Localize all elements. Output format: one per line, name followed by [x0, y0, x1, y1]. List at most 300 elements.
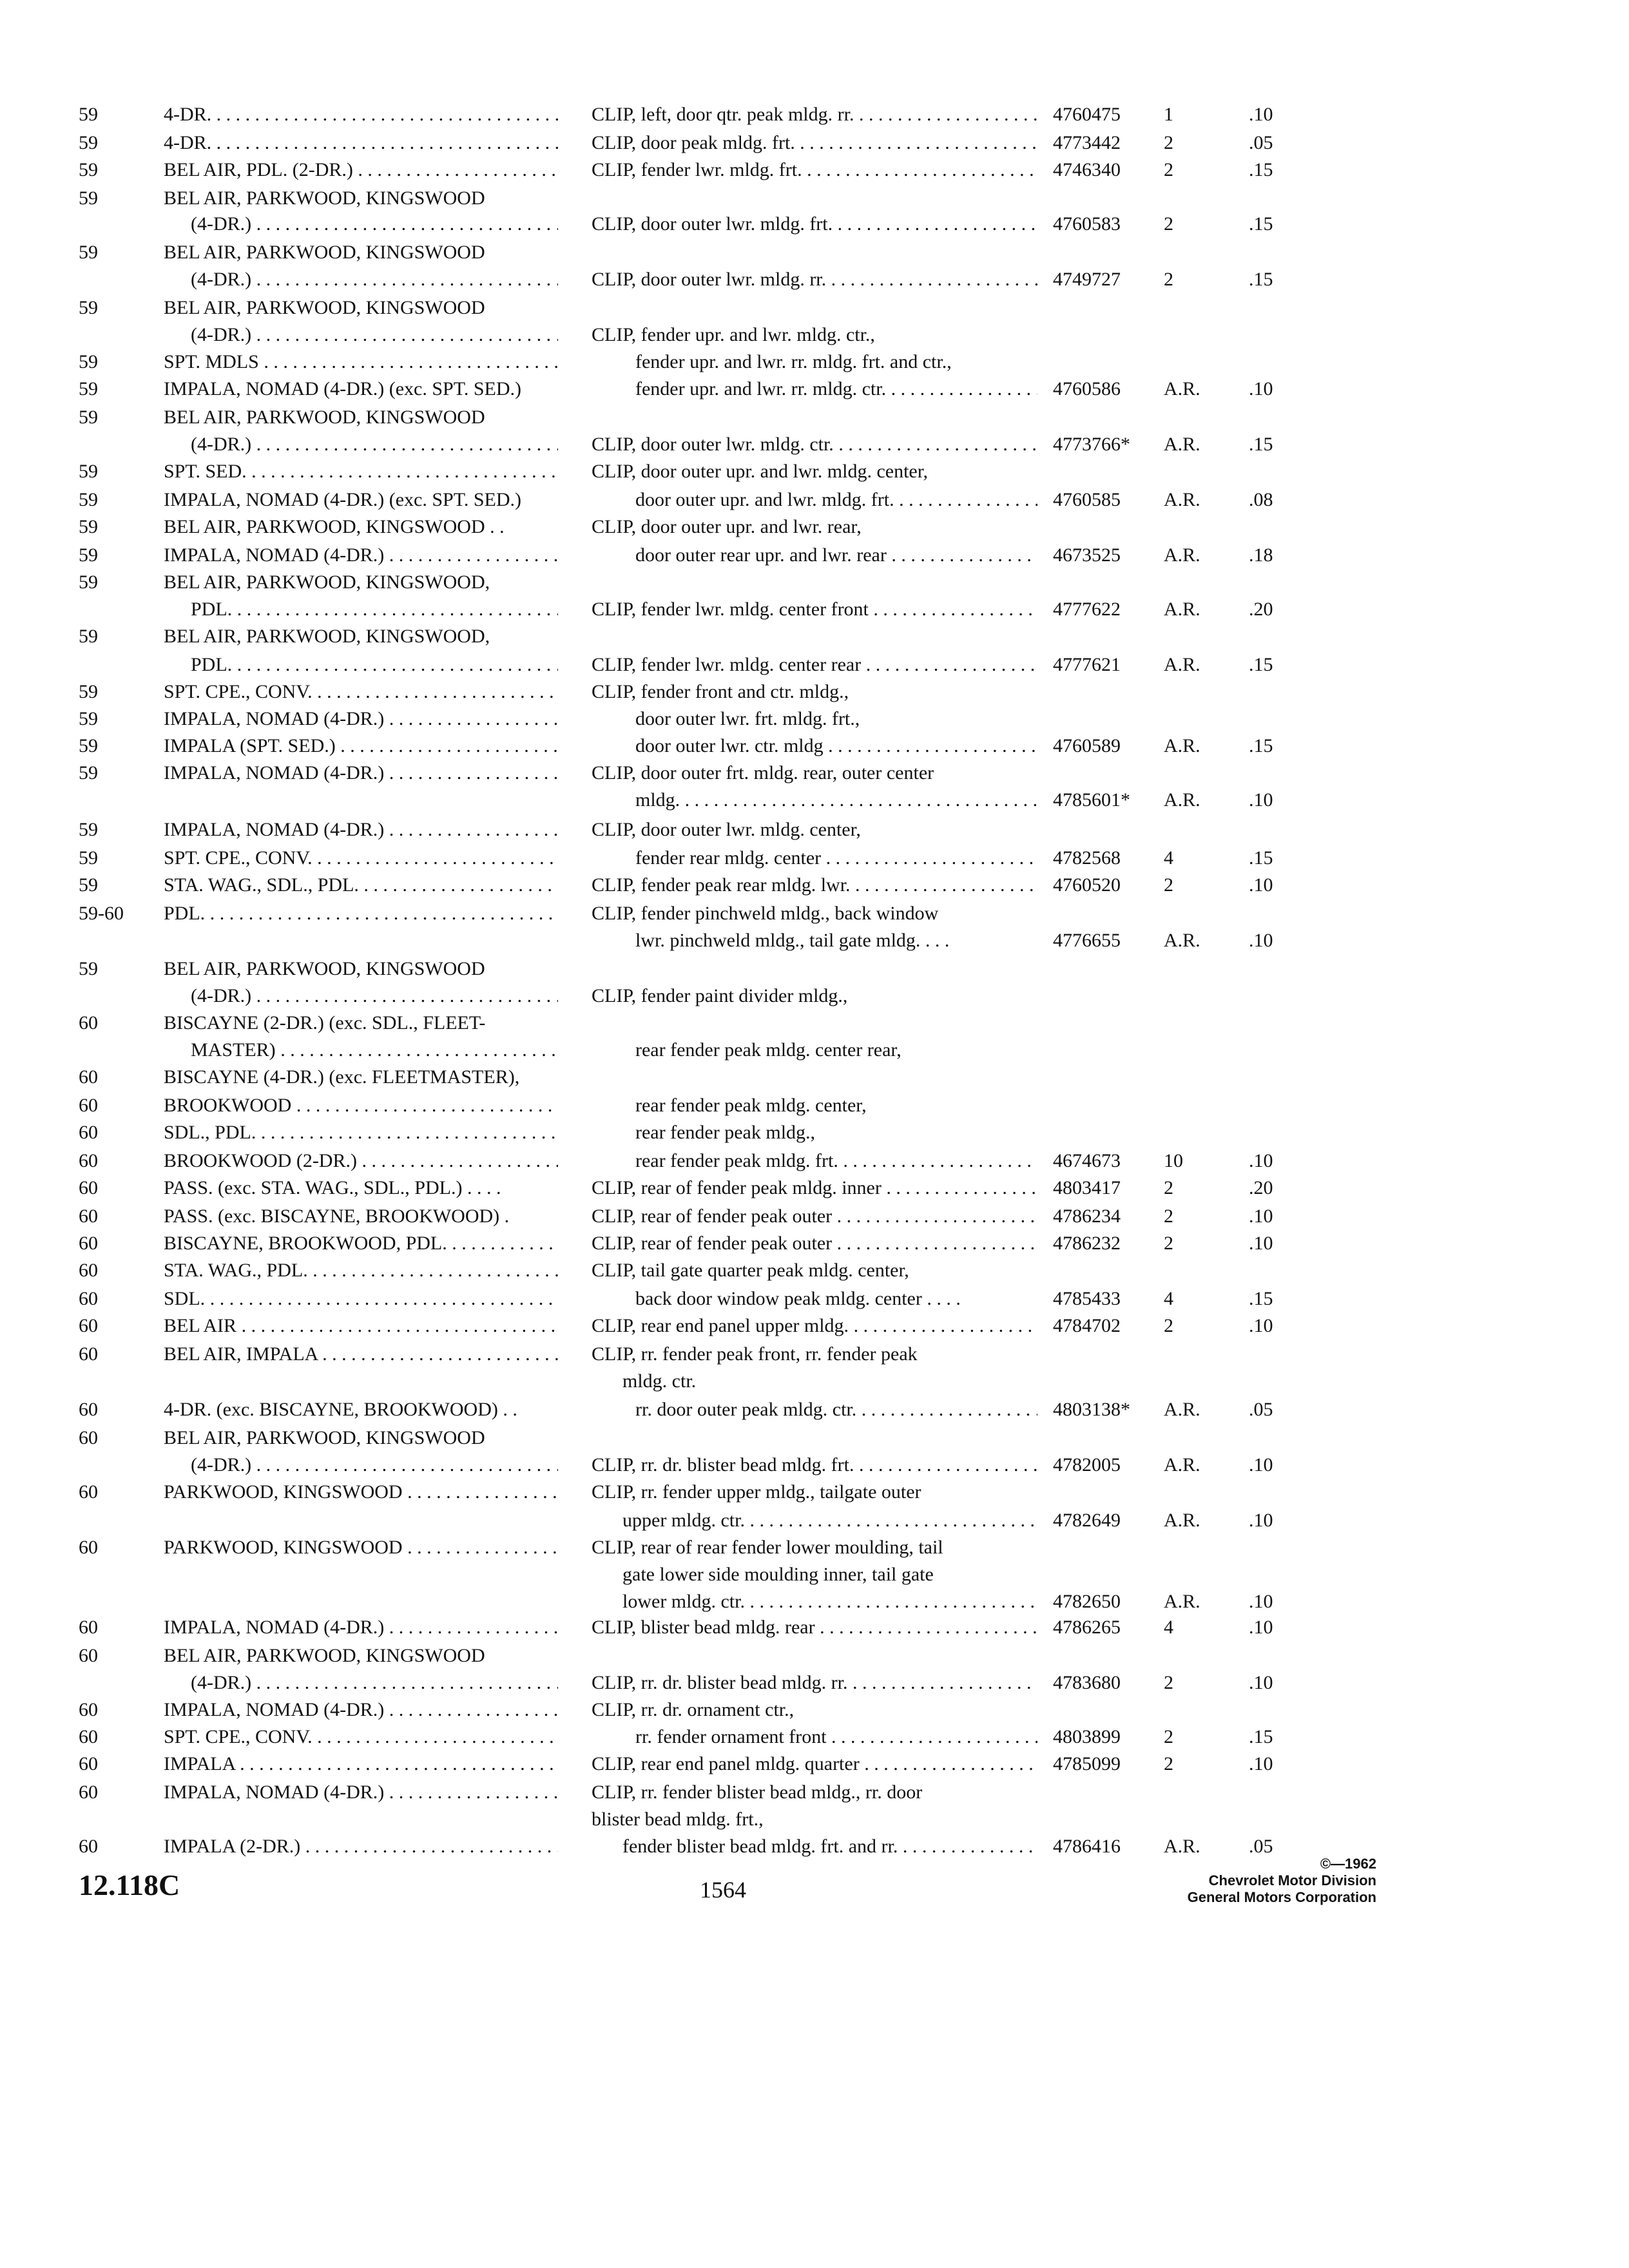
part-number: [1053, 679, 1175, 705]
price: [1249, 240, 1326, 265]
quantity: [1164, 405, 1236, 430]
price: .10: [1249, 1591, 1273, 1612]
price: .05: [1249, 1836, 1273, 1857]
part-number: [1053, 1479, 1175, 1505]
table-row: [0, 1615, 1629, 1640]
table-row: [0, 487, 1629, 513]
part-number: 4786234: [1053, 1206, 1121, 1227]
price: [1249, 1780, 1326, 1805]
model-year: 60: [79, 1753, 98, 1774]
part-description: CLIP, door peak mldg. frt. . . .: [592, 130, 1037, 156]
model-applicability: BEL AIR, PARKWOOD, KINGSWOOD,: [164, 626, 490, 647]
part-description: mldg. . . .: [635, 787, 1037, 813]
price: .10: [1249, 1454, 1273, 1475]
model-applicability: PDL. . . .: [164, 901, 558, 927]
model-applicability: PASS. (exc. STA. WAG., SDL., PDL.) . . . .: [164, 1177, 501, 1198]
quantity: 2: [1164, 213, 1173, 235]
price: .10: [1249, 930, 1273, 951]
price: .15: [1249, 434, 1273, 455]
quantity: [1164, 1643, 1236, 1669]
part-description: CLIP, door outer lwr. mldg. center,: [592, 819, 861, 840]
part-number: 4760475: [1053, 104, 1121, 125]
table-row: [0, 1780, 1629, 1805]
part-description: CLIP, fender lwr. mldg. center rear . . .: [592, 652, 1037, 678]
part-description: [592, 186, 1037, 211]
part-number: [1053, 983, 1175, 1009]
part-description: gate lower side moulding inner, tail gate: [622, 1564, 934, 1585]
table-row: [0, 295, 1629, 321]
price: [1249, 1369, 1326, 1394]
table-row: [0, 1670, 1629, 1696]
table-row: [0, 1369, 1629, 1394]
table-row: [0, 901, 1629, 927]
part-description: [592, 405, 1037, 430]
table-row: [0, 983, 1629, 1009]
part-number: [1053, 322, 1175, 348]
part-description: fender blister bead mldg. frt. and rr. . . .: [622, 1834, 1037, 1860]
part-number: 4777622: [1053, 599, 1121, 620]
part-number: 4785601*: [1053, 789, 1130, 811]
model-year: [79, 1670, 169, 1696]
model-applicability: [164, 1508, 558, 1533]
part-description: [592, 1064, 1037, 1090]
price: [1249, 1341, 1326, 1367]
model-applicability: IMPALA (2-DR.) . . .: [164, 1834, 558, 1860]
quantity: [1164, 349, 1236, 375]
table-row: [0, 211, 1629, 237]
model-applicability: SDL., PDL. . . .: [164, 1120, 558, 1146]
part-number: 4760585: [1053, 489, 1121, 510]
price: .15: [1249, 1726, 1273, 1747]
price: .15: [1249, 847, 1273, 869]
model-applicability: 4-DR. . . .: [164, 130, 558, 156]
model-year: [79, 1562, 169, 1588]
part-number: [1053, 624, 1175, 649]
price: [1249, 1479, 1326, 1505]
model-year: 59: [79, 104, 98, 125]
model-applicability: BEL AIR, PARKWOOD, KINGSWOOD: [164, 297, 485, 318]
model-year: 59: [79, 626, 98, 647]
copyright: ©—1962: [1320, 1856, 1376, 1872]
part-number: [1053, 1093, 1175, 1119]
model-applicability: BROOKWOOD . . .: [164, 1093, 558, 1119]
model-year: 60: [79, 1260, 98, 1281]
part-description: CLIP, fender paint divider mldg.,: [592, 985, 848, 1006]
quantity: [1164, 624, 1236, 649]
table-row: [0, 267, 1629, 293]
part-description: rear fender peak mldg. frt. . . .: [635, 1148, 1037, 1174]
table-row: [0, 1093, 1629, 1119]
model-applicability: (4-DR.) . . .: [191, 1452, 558, 1478]
model-applicability: (4-DR.) . . .: [191, 983, 558, 1009]
part-description: CLIP, door outer lwr. mldg. rr. . . .: [592, 267, 1037, 293]
part-description: lower mldg. ctr. . . .: [622, 1589, 1037, 1615]
quantity: A.R.: [1164, 1836, 1200, 1857]
model-applicability: 4-DR. (exc. BISCAYNE, BROOKWOOD) . .: [164, 1399, 517, 1420]
part-number: [1053, 1562, 1175, 1588]
model-year: 60: [79, 1617, 98, 1638]
model-year: 60: [79, 1699, 98, 1720]
publisher-block: [1095, 1856, 1376, 1906]
model-applicability: BEL AIR, PARKWOOD, KINGSWOOD: [164, 242, 485, 263]
part-description: blister bead mldg. frt.,: [592, 1809, 764, 1830]
quantity: 2: [1164, 1753, 1173, 1774]
quantity: [1164, 322, 1236, 348]
table-row: [0, 376, 1629, 402]
part-number: [1053, 1535, 1175, 1561]
quantity: [1164, 1780, 1236, 1805]
price: .10: [1249, 1510, 1273, 1531]
part-description: CLIP, rr. dr. blister bead mldg. frt. . . .: [592, 1452, 1037, 1478]
part-number: [1053, 1369, 1175, 1394]
price: [1249, 1120, 1326, 1146]
model-year: 59: [79, 132, 98, 153]
quantity: [1164, 817, 1236, 843]
model-year: [79, 983, 169, 1009]
part-number: 4746340: [1053, 159, 1121, 180]
quantity: [1164, 1479, 1236, 1505]
quantity: [1164, 1425, 1236, 1451]
model-applicability: [164, 1807, 558, 1832]
model-applicability: SPT. CPE., CONV. . . .: [164, 1724, 558, 1750]
model-year: [79, 1452, 169, 1478]
model-year: 60: [79, 1288, 98, 1309]
model-year: 59: [79, 242, 98, 263]
part-description: rear fender peak mldg. center,: [635, 1095, 867, 1116]
model-year: [79, 267, 169, 293]
model-year: 59: [79, 378, 98, 399]
model-applicability: IMPALA, NOMAD (4-DR.) . . .: [164, 543, 558, 568]
part-description: rr. door outer peak mldg. ctr. . . .: [635, 1397, 1037, 1423]
model-applicability: BROOKWOOD (2-DR.) . . .: [164, 1148, 558, 1174]
model-applicability: IMPALA, NOMAD (4-DR.) . . .: [164, 706, 558, 732]
model-applicability: IMPALA, NOMAD (4-DR.) . . .: [164, 1780, 558, 1805]
quantity: A.R.: [1164, 735, 1200, 756]
model-year: [79, 1369, 169, 1394]
price: .08: [1249, 489, 1273, 510]
part-number: [1053, 240, 1175, 265]
quantity: 2: [1164, 269, 1173, 290]
table-row: [0, 459, 1629, 485]
part-description: [592, 240, 1037, 265]
quantity: [1164, 1010, 1236, 1036]
model-year: 59: [79, 516, 98, 537]
model-year: [79, 597, 169, 622]
quantity: 2: [1164, 132, 1173, 153]
table-row: [0, 432, 1629, 457]
model-year: [79, 322, 169, 348]
price: [1249, 295, 1326, 321]
part-description: [592, 1425, 1037, 1451]
part-number: [1053, 956, 1175, 982]
model-year: 60: [79, 1206, 98, 1227]
model-applicability: BEL AIR, PARKWOOD, KINGSWOOD: [164, 1645, 485, 1666]
quantity: [1164, 1535, 1236, 1561]
model-year: 59: [79, 735, 98, 756]
table-row: [0, 570, 1629, 595]
model-year: 60: [79, 1481, 98, 1503]
part-number: 4782005: [1053, 1454, 1121, 1475]
table-row: [0, 872, 1629, 898]
part-description: [592, 295, 1037, 321]
table-row: [0, 1697, 1629, 1723]
quantity: A.R.: [1164, 489, 1200, 510]
model-applicability: (4-DR.) . . .: [191, 211, 558, 237]
table-row: [0, 186, 1629, 211]
model-year: 59: [79, 159, 98, 180]
part-description: rear fender peak mldg.,: [635, 1122, 816, 1143]
part-description: rear fender peak mldg. center rear,: [635, 1039, 901, 1061]
model-applicability: BISCAYNE (4-DR.) (exc. FLEETMASTER),: [164, 1066, 520, 1088]
table-row: [0, 760, 1629, 786]
table-row: [0, 679, 1629, 705]
part-number: 4760583: [1053, 213, 1121, 235]
price: .15: [1249, 159, 1273, 180]
quantity: [1164, 1037, 1236, 1063]
model-year: 60: [79, 1427, 98, 1448]
table-row: [0, 1834, 1629, 1860]
price: .15: [1249, 735, 1273, 756]
price: .20: [1249, 1177, 1273, 1198]
table-row: [0, 514, 1629, 540]
price: [1249, 322, 1326, 348]
part-number: 4786416: [1053, 1836, 1121, 1857]
part-description: CLIP, fender lwr. mldg. frt. . . .: [592, 157, 1037, 183]
table-row: [0, 1643, 1629, 1669]
table-row: [0, 1010, 1629, 1036]
part-number: [1053, 1064, 1175, 1090]
model-year: 60: [79, 1645, 98, 1666]
price: .10: [1249, 1672, 1273, 1693]
price: [1249, 1643, 1326, 1669]
part-description: rr. fender ornament front . . .: [635, 1724, 1037, 1750]
part-description: CLIP, door outer lwr. mldg. ctr. . . .: [592, 432, 1037, 457]
corporation-name: General Motors Corporation: [1187, 1889, 1376, 1905]
model-applicability: (4-DR.) . . .: [191, 322, 558, 348]
table-row: [0, 817, 1629, 843]
quantity: A.R.: [1164, 1510, 1200, 1531]
model-year: [79, 787, 169, 813]
model-applicability: IMPALA, NOMAD (4-DR.) . . .: [164, 760, 558, 786]
table-row: [0, 706, 1629, 732]
model-applicability: STA. WAG., SDL., PDL. . . .: [164, 872, 558, 898]
model-year: 59: [79, 572, 98, 593]
part-description: door outer lwr. frt. mldg. frt.,: [635, 708, 860, 729]
model-applicability: BEL AIR, IMPALA . . .: [164, 1341, 558, 1367]
part-description: CLIP, rear end panel upper mldg. . . .: [592, 1313, 1037, 1339]
part-description: CLIP, rr. fender peak front, rr. fender peak: [592, 1343, 918, 1365]
part-number: 4760586: [1053, 378, 1121, 399]
quantity: [1164, 240, 1236, 265]
quantity: 2: [1164, 1206, 1173, 1227]
quantity: [1164, 760, 1236, 786]
model-year: 59-60: [79, 903, 124, 924]
table-row: [0, 349, 1629, 375]
model-year: [79, 1807, 169, 1832]
model-year: 60: [79, 1233, 98, 1254]
model-applicability: PASS. (exc. BISCAYNE, BROOKWOOD) .: [164, 1206, 510, 1227]
part-number: 4785099: [1053, 1753, 1121, 1774]
quantity: 4: [1164, 1617, 1173, 1638]
part-description: CLIP, door outer frt. mldg. rear, outer center: [592, 762, 934, 783]
part-number: 4674673: [1053, 1150, 1121, 1171]
price: [1249, 760, 1326, 786]
part-number: 4673525: [1053, 544, 1121, 566]
table-row: [0, 322, 1629, 348]
model-year: [79, 211, 169, 237]
part-number: 4803138*: [1053, 1399, 1130, 1420]
table-row: [0, 1562, 1629, 1588]
part-number: [1053, 760, 1175, 786]
model-applicability: 4-DR. . . .: [164, 102, 558, 128]
quantity: A.R.: [1164, 1399, 1200, 1420]
quantity: [1164, 1064, 1236, 1090]
part-number: [1053, 295, 1175, 321]
model-year: 59: [79, 762, 98, 783]
part-description: door outer rear upr. and lwr. rear . . .: [635, 543, 1037, 568]
part-description: CLIP, rear end panel mldg. quarter . . .: [592, 1751, 1037, 1777]
model-applicability: PARKWOOD, KINGSWOOD . . .: [164, 1479, 558, 1505]
quantity: A.R.: [1164, 544, 1200, 566]
part-number: [1053, 349, 1175, 375]
table-row: [0, 1751, 1629, 1777]
price: .05: [1249, 1399, 1273, 1420]
model-applicability: SPT. CPE., CONV. . . .: [164, 679, 558, 705]
quantity: 10: [1164, 1150, 1183, 1171]
quantity: [1164, 1697, 1236, 1723]
table-row: [0, 1452, 1629, 1478]
part-number: 4773442: [1053, 132, 1121, 153]
model-year: [79, 432, 169, 457]
part-description: CLIP, rear of fender peak outer . . .: [592, 1204, 1037, 1229]
quantity: [1164, 1120, 1236, 1146]
page-number: 1564: [700, 1877, 746, 1903]
price: [1249, 956, 1326, 982]
part-description: CLIP, door outer upr. and lwr. mldg. center,: [592, 461, 929, 482]
division-name: Chevrolet Motor Division: [1208, 1872, 1376, 1888]
price: [1249, 1258, 1326, 1283]
part-number: [1053, 1120, 1175, 1146]
part-number: [1053, 1425, 1175, 1451]
model-year: 60: [79, 1782, 98, 1803]
table-row: [0, 1313, 1629, 1339]
price: [1249, 1064, 1326, 1090]
model-year: 59: [79, 681, 98, 702]
part-number: 4783680: [1053, 1672, 1121, 1693]
part-description: CLIP, rr. dr. ornament ctr.,: [592, 1699, 795, 1720]
part-description: CLIP, door outer lwr. mldg. frt. . . .: [592, 211, 1037, 237]
model-applicability: BISCAYNE, BROOKWOOD, PDL. . . .: [164, 1231, 558, 1256]
price: [1249, 1425, 1326, 1451]
part-number: [1053, 1697, 1175, 1723]
quantity: [1164, 1093, 1236, 1119]
model-applicability: [164, 928, 558, 954]
table-row: [0, 597, 1629, 622]
part-number: 4749727: [1053, 269, 1121, 290]
table-row: [0, 1535, 1629, 1561]
part-number: [1053, 186, 1175, 211]
model-applicability: SDL. . . .: [164, 1286, 558, 1312]
quantity: 2: [1164, 1315, 1173, 1336]
part-description: CLIP, rear of rear fender lower moulding, tail: [592, 1537, 943, 1558]
part-number: [1053, 514, 1175, 540]
quantity: A.R.: [1164, 378, 1200, 399]
model-applicability: SPT. MDLS . . .: [164, 349, 558, 375]
part-description: door outer lwr. ctr. mldg . . .: [635, 733, 1037, 759]
model-year: 59: [79, 874, 98, 896]
model-applicability: SPT. CPE., CONV. . . .: [164, 845, 558, 871]
section-number: 12.118C: [79, 1869, 180, 1901]
table-row: [0, 1341, 1629, 1367]
quantity: A.R.: [1164, 1591, 1200, 1612]
model-year: 59: [79, 819, 98, 840]
part-description: CLIP, fender peak rear mldg. lwr. . . .: [592, 872, 1037, 898]
model-applicability: BEL AIR . . .: [164, 1313, 558, 1339]
model-applicability: IMPALA (SPT. SED.) . . .: [164, 733, 558, 759]
quantity: 2: [1164, 1233, 1173, 1254]
model-applicability: BEL AIR, PARKWOOD, KINGSWOOD,: [164, 572, 490, 593]
model-applicability: [164, 1369, 558, 1394]
price: .10: [1249, 1206, 1273, 1227]
part-number: 4785433: [1053, 1288, 1121, 1309]
table-row: [0, 130, 1629, 156]
part-description: [592, 1010, 1037, 1036]
price: [1249, 186, 1326, 211]
quantity: A.R.: [1164, 1454, 1200, 1475]
table-row: [0, 102, 1629, 128]
table-row: [0, 1120, 1629, 1146]
table-row: [0, 1204, 1629, 1229]
quantity: [1164, 1369, 1236, 1394]
part-description: CLIP, fender upr. and lwr. mldg. ctr.,: [592, 324, 875, 345]
model-applicability: IMPALA, NOMAD (4-DR.) (exc. SPT. SED.): [164, 378, 521, 399]
price: .10: [1249, 104, 1273, 125]
model-applicability: PDL. . . .: [191, 652, 558, 678]
part-description: CLIP, fender front and ctr. mldg.,: [592, 681, 849, 702]
part-number: [1053, 817, 1175, 843]
price: [1249, 349, 1326, 375]
price: [1249, 1697, 1326, 1723]
part-number: [1053, 405, 1175, 430]
price: [1249, 1562, 1326, 1588]
part-number: 4773766*: [1053, 434, 1130, 455]
model-applicability: IMPALA, NOMAD (4-DR.) . . .: [164, 817, 558, 843]
model-year: [79, 928, 169, 954]
part-description: door outer upr. and lwr. mldg. frt. . . .: [635, 487, 1037, 513]
table-row: [0, 1589, 1629, 1615]
model-year: 59: [79, 461, 98, 482]
model-year: 59: [79, 297, 98, 318]
quantity: A.R.: [1164, 654, 1200, 675]
model-year: 60: [79, 1726, 98, 1747]
part-description: lwr. pinchweld mldg., tail gate mldg. . . .: [635, 930, 950, 951]
model-year: 59: [79, 351, 98, 372]
price: [1249, 459, 1326, 485]
table-row: [0, 405, 1629, 430]
quantity: 2: [1164, 159, 1173, 180]
table-row: [0, 787, 1629, 813]
model-year: 59: [79, 847, 98, 869]
part-number: 4760520: [1053, 874, 1121, 896]
model-year: 59: [79, 958, 98, 979]
model-applicability: BISCAYNE (2-DR.) (exc. SDL., FLEET-: [164, 1012, 486, 1033]
price: [1249, 679, 1326, 705]
table-row: [0, 1037, 1629, 1063]
part-description: [592, 1643, 1037, 1669]
table-row: [0, 845, 1629, 871]
quantity: [1164, 983, 1236, 1009]
quantity: [1164, 901, 1236, 927]
